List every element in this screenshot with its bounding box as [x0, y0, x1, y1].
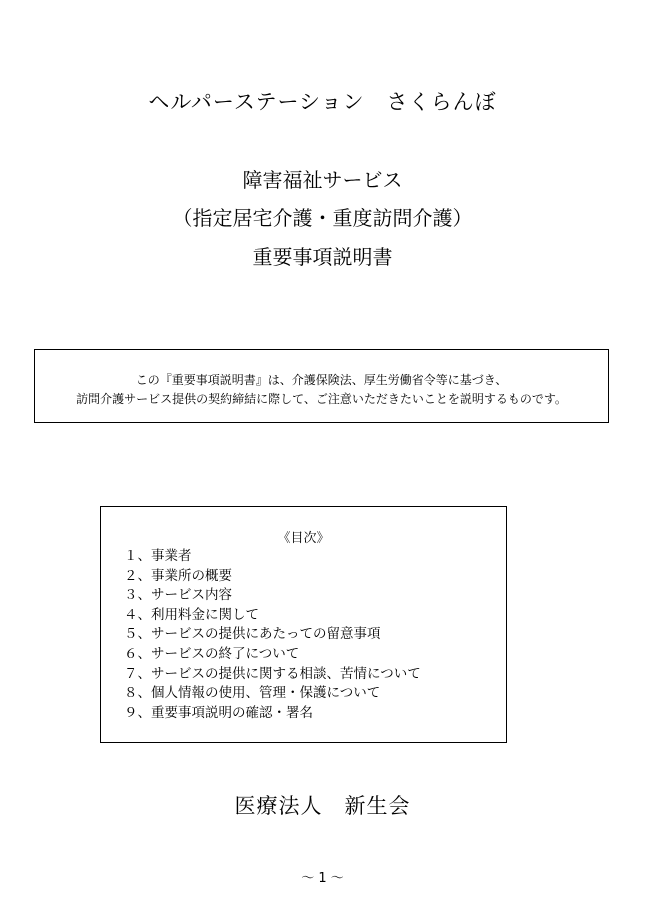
toc-item: ３、サービス内容: [124, 587, 232, 604]
toc-item: １、事業者: [124, 548, 192, 564]
toc-item: ９、重要事項説明の確認・署名: [124, 704, 313, 721]
toc-item: ８、個人情報の使用、管理・保護について: [124, 685, 381, 702]
notice-text-line: この『重要事項説明書』は、介護保険法、厚生労働省令等に基づき、: [135, 373, 508, 387]
notice-text-line: 訪問介護サービス提供の契約締結に際して、ご注意いただきたいことを説明するものです。: [76, 392, 567, 406]
document-title: 重要事項説明書: [252, 245, 393, 269]
organization-name: ヘルパーステーション さくらんぼ: [148, 90, 497, 114]
toc-item: ７、サービスの提供に関する相談、苦情について: [124, 665, 421, 682]
table-of-contents: [100, 506, 507, 743]
notice-box: [34, 349, 609, 423]
corporation-name: 医療法人 新生会: [234, 794, 411, 818]
title-service-type: 障害福祉サービス: [242, 168, 403, 192]
toc-item: ４、利用料金に関して: [124, 606, 259, 623]
title-service-detail: （指定居宅介護・重度訪問介護）: [172, 206, 473, 230]
toc-item: ６、サービスの終了について: [124, 645, 300, 662]
toc-item: ５、サービスの提供にあたっての留意事項: [124, 626, 381, 643]
toc-item: ２、事業所の概要: [124, 567, 232, 584]
toc-list: [124, 547, 421, 723]
page-number: ～ 1 ～: [301, 871, 344, 886]
toc-title: 《目次》: [277, 531, 330, 546]
